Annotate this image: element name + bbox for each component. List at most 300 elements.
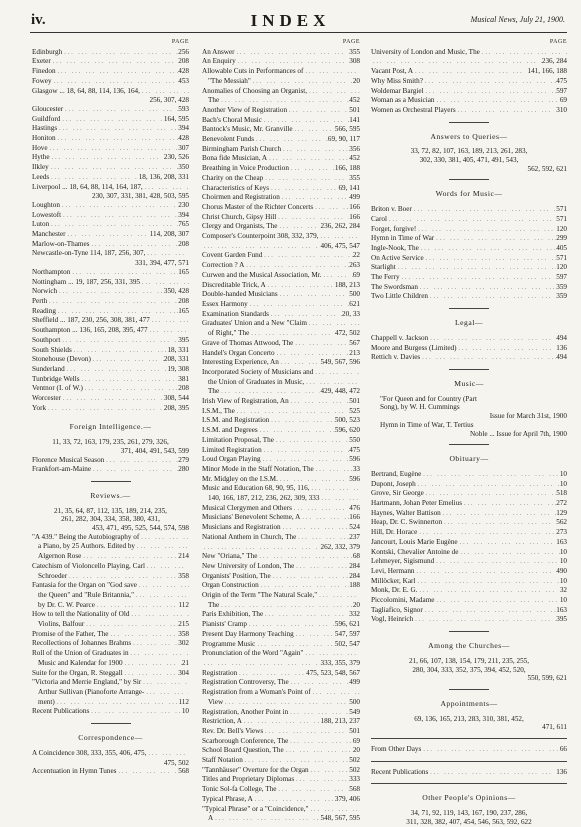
leader-dots <box>262 252 353 261</box>
index-entry <box>202 164 360 174</box>
index-entry <box>32 552 189 562</box>
index-entry <box>32 115 189 125</box>
entry-title: Registration Controversy, The <box>202 678 289 687</box>
entry-title: Briton v. Boer <box>371 205 412 214</box>
leader-dots <box>219 602 353 611</box>
index-entry <box>202 67 360 77</box>
entry-title: Rettich v. Davies <box>371 353 421 362</box>
leader-dots <box>83 385 178 394</box>
entry-title: View <box>208 697 224 706</box>
entry-pages: 230, 526 <box>163 153 189 162</box>
index-entry <box>32 698 189 708</box>
index-entry <box>32 365 189 375</box>
leader-dots <box>84 621 178 630</box>
index-entry <box>202 523 360 533</box>
leader-dots <box>67 573 178 582</box>
entry-title: Women as Orchestral Players <box>371 105 456 114</box>
leader-dots <box>288 738 353 747</box>
entry-pages: 236, 262, 284 <box>320 222 360 231</box>
entry-title: Haynes, Walter Battison <box>371 508 441 517</box>
entry-pages: 596 <box>349 455 360 464</box>
leader-dots <box>62 49 178 58</box>
leader-dots <box>65 366 168 375</box>
leader-dots <box>413 68 527 77</box>
leader-dots <box>202 660 320 669</box>
entry-title: Paris Exhibition, The <box>202 610 264 619</box>
entry-title: Lowestoft <box>32 210 62 219</box>
entry-pages: 475 <box>556 76 567 85</box>
legal-heading: Legal— <box>455 318 483 328</box>
entry-pages: 136 <box>556 767 567 776</box>
entry-title: Breathing in Voice Production <box>202 164 289 173</box>
leader-dots <box>428 769 556 778</box>
entry-title: Sunderland <box>32 364 65 373</box>
entry-pages: 163 <box>556 605 567 614</box>
entry-title: ment) <box>38 697 55 706</box>
entry-title: Carol <box>371 214 387 223</box>
entry-pages: 21 <box>181 658 189 667</box>
index-entry <box>371 254 567 264</box>
page-title: INDEX <box>250 11 331 30</box>
leader-dots <box>81 553 178 562</box>
entry-pages: 475, 523, 548, 567 <box>306 668 360 677</box>
entry-title: Heap, Dr. C. Swinnerton <box>371 518 443 527</box>
entry-pages: 548, 567, 595 <box>320 814 360 823</box>
entry-pages: 256 <box>178 47 189 56</box>
index-entry <box>32 346 189 356</box>
leader-dots <box>418 284 556 293</box>
leader-dots <box>269 417 335 426</box>
entry-title: I.S.M., The <box>202 406 235 415</box>
entry-title: Sheffield ... 187, 230, 256, 308, 381, 477 <box>32 316 150 325</box>
entry-title: Tunbridge Wells <box>32 374 80 383</box>
index-entry <box>32 87 189 97</box>
leader-dots <box>66 231 150 240</box>
entry-pages: 355 <box>349 47 360 56</box>
leader-dots <box>70 269 178 278</box>
entry-title: Characteristics of Keys <box>202 183 270 192</box>
index-entry <box>202 368 360 378</box>
index-entry <box>202 601 360 611</box>
entry-title: Rev. Dr. Bell's Views <box>202 726 264 735</box>
leader-dots <box>254 136 328 145</box>
entry-title: Lehmeyer, Sigismund <box>371 557 435 566</box>
entry-title: Liverpool ... 18, 64, 88, 114, 164, 187, <box>32 182 143 191</box>
index-entry <box>32 268 189 278</box>
leader-dots <box>235 49 350 58</box>
index-entry <box>371 344 567 354</box>
entry-pages: 166 <box>349 212 360 221</box>
entry-title: The <box>208 96 220 105</box>
entry-pages: 214 <box>178 552 189 561</box>
music-line: Hymn in Time of War, T. Tertius <box>380 420 474 429</box>
leader-dots <box>72 347 168 356</box>
index-entry <box>371 499 567 509</box>
entry-pages: 310 <box>556 105 567 114</box>
index-entry <box>202 572 360 582</box>
index-entry <box>371 106 567 116</box>
entry-title: Clergy and Organists, The <box>202 222 278 231</box>
entry-title: Algernon Rose <box>38 552 82 561</box>
leader-dots <box>60 116 163 125</box>
entry-pages: 284 <box>349 571 360 580</box>
index-entry <box>32 124 189 134</box>
index-entry <box>32 316 189 326</box>
entry-title: Hill, Dr. Horace <box>371 528 418 537</box>
foreign-intelligence-heading: Foreign Intelligence.— <box>69 422 152 432</box>
leader-dots <box>296 534 349 543</box>
index-entry <box>371 489 567 499</box>
index-column-1 <box>32 38 189 777</box>
entry-title: Examination Standards <box>202 309 269 318</box>
entry-title: Another View of Registration <box>202 105 288 114</box>
entry-pages: 596, 620 <box>334 426 360 435</box>
answers-to-queries-heading: Answers to Queries— <box>430 131 508 141</box>
index-entry <box>32 48 189 58</box>
entry-pages: 69, 141 <box>338 183 360 192</box>
entry-pages: 571 <box>556 205 567 214</box>
entry-pages: 359 <box>556 282 567 291</box>
leader-dots <box>144 689 189 698</box>
index-entry <box>202 727 360 737</box>
music-line: "For Queen and for Country (Part <box>380 394 477 403</box>
index-entry <box>371 480 567 490</box>
entry-pages: 66 <box>559 745 567 754</box>
leader-dots <box>55 699 179 708</box>
entry-pages: 166 <box>349 202 360 211</box>
entry-title: Musicians and Registration <box>202 523 281 532</box>
correspondence-heading: Correspondence— <box>78 733 143 743</box>
leader-dots <box>480 49 567 58</box>
leader-dots <box>269 185 338 194</box>
leader-dots <box>129 650 189 659</box>
leader-dots <box>424 88 557 97</box>
entry-pages: 280 <box>178 465 189 474</box>
entry-title: Hastings <box>32 124 58 133</box>
index-entry <box>371 67 567 77</box>
leader-dots <box>281 524 350 533</box>
entry-title: Recent Publications <box>371 767 429 776</box>
index-entry <box>32 572 189 582</box>
index-entry <box>371 48 567 58</box>
index-entry <box>371 205 567 215</box>
entry-pages: 597 <box>556 273 567 282</box>
entry-title: Finedon <box>32 67 56 76</box>
entry-pages: 499 <box>349 678 360 687</box>
index-entry <box>371 596 567 606</box>
entry-pages: 358 <box>178 571 189 580</box>
leader-dots <box>213 815 320 824</box>
index-entry <box>202 87 360 97</box>
entry-pages: 333, 355, 379 <box>320 659 360 667</box>
page-label: PAGE <box>171 39 189 45</box>
entry-title: by Dr. C. W. Pearce <box>38 600 95 609</box>
leader-dots <box>424 255 557 264</box>
legal-list <box>371 334 567 363</box>
entry-title: Incorporated Society of Musicians and <box>202 367 314 376</box>
entry-title: Florence Musical Season <box>32 455 105 464</box>
leader-dots <box>52 78 179 87</box>
entry-title: Grave of Thomas Attwood, The <box>202 338 294 347</box>
index-entry <box>32 465 189 475</box>
entry-title: Curwen and the Musical Association, Mr. <box>202 270 322 279</box>
leader-dots <box>89 708 182 717</box>
leader-dots <box>400 274 557 283</box>
entry-pages: 428 <box>178 134 189 143</box>
index-entry <box>202 436 360 446</box>
leader-dots <box>235 408 349 417</box>
entry-pages: 279 <box>178 455 189 464</box>
entry-title: National Anthem in Church, The <box>202 532 297 541</box>
entry-pages: 112 <box>178 697 189 706</box>
index-entry <box>202 465 360 475</box>
entry-title: University of London and Music, The <box>371 47 480 56</box>
index-entry <box>371 234 567 244</box>
index-entry <box>202 426 360 436</box>
index-entry <box>202 135 360 145</box>
entry-title: Ilkley <box>32 163 49 172</box>
leader-dots <box>60 337 178 346</box>
entry-pages: 18, 136, 208, 331 <box>138 172 189 181</box>
entry-pages: 112 <box>178 600 189 609</box>
leader-dots <box>441 510 556 519</box>
entry-title: Glasgow ... 18, 64, 88, 114, 136, 164, <box>32 86 140 95</box>
section-divider <box>91 481 131 482</box>
index-entry <box>202 446 360 456</box>
entry-pages: 213 <box>349 348 360 357</box>
index-entry <box>202 57 360 67</box>
entry-pages: 571 <box>556 253 567 262</box>
churches-pages-line: 550, 599, 621 <box>527 674 567 683</box>
leader-dots <box>442 519 556 528</box>
entry-title: The Ferry <box>371 273 400 282</box>
leader-dots <box>49 221 178 230</box>
entry-title: Arthur Sullivan (Pianoforte Arrange- <box>38 688 145 696</box>
index-entry <box>32 384 189 394</box>
entry-title: Southport <box>32 335 61 344</box>
entry-title: Millöcker, Karl <box>371 576 416 585</box>
index-entry <box>202 649 360 659</box>
entry-pages: 395 <box>178 335 189 344</box>
entry-pages: 208, 395 <box>163 403 189 412</box>
section-divider <box>449 369 489 370</box>
index-entry <box>202 106 360 116</box>
leader-dots <box>60 202 178 211</box>
entry-title: Staff Notation <box>202 756 243 765</box>
leader-dots <box>294 563 349 572</box>
from-other-days-entry <box>371 745 567 755</box>
leader-dots <box>415 568 557 577</box>
entry-title: a Piano, by 25 Authors. Edited by <box>38 542 136 551</box>
top-rule <box>30 32 567 33</box>
entry-title: Registration from a Woman's Point of <box>202 688 311 697</box>
index-entry <box>202 737 360 747</box>
leader-dots <box>140 279 189 288</box>
index-entry <box>202 174 360 184</box>
entry-title: How to tell the Nationality of Old <box>32 610 130 619</box>
index-entry <box>32 183 189 193</box>
entry-pages: 406, 475, 547 <box>320 241 360 250</box>
entry-title: Ingle-Nook, The <box>371 243 419 252</box>
correspondence-end-list <box>371 48 567 116</box>
entry-pages: 68 <box>352 552 360 561</box>
index-entry <box>202 193 360 203</box>
leader-dots <box>258 427 335 436</box>
index-entry <box>202 290 360 300</box>
entry-title: Nottingham ... 19, 187, 256, 331, 395 <box>32 277 141 286</box>
index-entry <box>202 232 360 242</box>
leader-dots <box>288 709 349 718</box>
leader-dots <box>289 165 335 174</box>
entry-pages: 501 <box>349 397 360 406</box>
leader-dots <box>255 641 335 650</box>
entry-pages: 550 <box>349 435 360 444</box>
entry-title: the Queen" and "Rule Britannia," <box>38 590 135 599</box>
index-entry <box>202 533 360 543</box>
section-divider <box>449 308 489 309</box>
index-entry <box>202 96 360 106</box>
entry-title: Charity on the Cheap <box>202 173 264 182</box>
leader-dots <box>423 607 556 616</box>
index-entry <box>202 416 360 426</box>
index-entry <box>371 567 567 577</box>
index-entry <box>202 669 360 679</box>
entry-pages: 208 <box>178 296 189 305</box>
entry-title: Programme Music <box>202 639 256 648</box>
entry-pages: 566, 595 <box>334 125 360 134</box>
entry-pages: 502 <box>349 756 360 765</box>
entry-title: Graduates' Union and a New "Claim <box>202 319 308 328</box>
among-the-churches-heading: Among the Churches— <box>428 641 510 651</box>
entry-title: I.S.M. and Degrees <box>202 426 258 435</box>
entry-title: Handel's Organ Concerto <box>202 348 275 357</box>
page-label: PAGE <box>342 39 360 45</box>
entry-pages: 596, 621 <box>334 620 360 629</box>
index-entry <box>202 610 360 620</box>
reviews-pages-line: 21, 35, 64, 87, 112, 135, 189, 214, 235, <box>54 506 167 515</box>
index-entry <box>202 271 360 281</box>
leader-dots <box>51 58 178 67</box>
entry-title: Minor Mode in the Staff Notation, The <box>202 464 314 473</box>
entry-pages: 765 <box>178 220 189 229</box>
entry-title: Mr. Midgley on the I.S.M. <box>202 474 278 483</box>
leader-dots <box>261 456 350 465</box>
entry-pages: 350 <box>178 163 189 172</box>
entry-title: Choirmen and Registration <box>202 193 280 202</box>
leader-dots <box>145 563 189 572</box>
leader-dots <box>57 288 164 297</box>
entry-title: York <box>32 403 47 412</box>
entry-title: Organists' Position, The <box>202 571 271 580</box>
leader-dots <box>108 631 178 640</box>
entry-title: Anomalies of Choosing an Organist, <box>202 86 308 95</box>
entry-title: Birmingham Parish Church <box>202 144 282 153</box>
leader-dots <box>57 125 178 134</box>
entry-pages: 428 <box>178 67 189 76</box>
entry-pages: 499 <box>349 193 360 202</box>
index-entry <box>32 620 189 630</box>
index-entry <box>32 404 189 414</box>
entry-title: Suite for the Organ, R. Steggall <box>32 668 123 677</box>
leader-dots <box>416 226 556 235</box>
leader-dots <box>309 767 350 776</box>
index-entry <box>32 57 189 67</box>
entry-pages: 501 <box>349 105 360 114</box>
leader-dots <box>135 543 189 552</box>
entry-title: Pianists' Cramp <box>202 620 248 629</box>
index-entry <box>371 353 567 363</box>
entry-title: Woman as a Musician <box>371 96 435 105</box>
entry-title: the Union of Graduates in Music, <box>208 377 305 386</box>
entry-pages: 10 <box>559 547 567 556</box>
churches-pages-line: 280, 304, 333, 352, 375, 394, 452, 520, <box>412 665 526 674</box>
leader-dots <box>143 184 189 193</box>
leader-dots <box>308 806 360 815</box>
entry-title: "Victoria and Merrie England," by Sir <box>32 678 142 687</box>
entry-title: Vacant Post, A <box>371 67 414 76</box>
leader-dots <box>91 466 178 475</box>
entry-title: Dupont, Joseph <box>371 479 416 488</box>
entry-pages: 405 <box>556 243 567 252</box>
leader-dots <box>307 320 360 329</box>
recent-publications-entry <box>371 768 567 778</box>
entry-pages: 356 <box>349 144 360 153</box>
entry-pages: 547, 597 <box>334 629 360 638</box>
entry-title: "A 439." Being the Autobiography of <box>32 532 140 541</box>
entry-pages: 299 <box>556 234 567 243</box>
index-entry <box>202 484 360 494</box>
entry-title: Chappell v. Jackson <box>371 333 429 342</box>
opinions-pages-line: 34, 71, 92, 119, 143, 167, 190, 237, 286, <box>410 809 528 818</box>
index-entry <box>202 242 360 252</box>
entry-title: Composer's Counterpoint 308, 332, 379, <box>202 232 319 241</box>
index-entry <box>202 455 360 465</box>
leader-dots <box>243 757 349 766</box>
leader-dots <box>49 164 178 173</box>
entry-pages: 621 <box>349 299 360 308</box>
index-entry <box>32 562 189 572</box>
entry-title: Irish View of Registration, An <box>202 397 289 406</box>
leader-dots <box>80 376 179 385</box>
section-divider <box>371 761 567 762</box>
leader-dots <box>371 58 542 67</box>
entry-pages: 18, 331 <box>167 345 189 354</box>
issue-line: Musical News, July 21, 1900. <box>470 15 565 24</box>
obituary-list <box>371 470 567 625</box>
leader-dots <box>289 398 350 407</box>
entry-title: Recent Publications <box>32 707 90 716</box>
entry-pages: 381 <box>178 374 189 383</box>
index-entry <box>202 591 360 601</box>
entry-title: Correction ? A <box>202 261 245 270</box>
index-entry <box>371 586 567 596</box>
entry-title: A <box>208 814 214 823</box>
leader-dots <box>458 549 559 558</box>
entry-pages: 164, 595 <box>163 114 189 123</box>
entry-title: Newcastle-on-Tyne 114, 187, 256, 307, <box>32 249 146 258</box>
index-column-2 <box>202 38 360 824</box>
index-entry <box>32 601 189 611</box>
leader-dots <box>304 379 360 388</box>
entry-title: Bertrand, Eugène <box>371 469 422 478</box>
index-entry <box>32 375 189 385</box>
leader-dots <box>137 582 189 591</box>
entry-title: Origin of the Term "The Natural Scale," <box>202 591 318 600</box>
index-entry <box>202 203 360 213</box>
entry-pages: 284 <box>349 561 360 570</box>
entry-pages: 596 <box>349 474 360 483</box>
entry-title: An Answer <box>202 47 235 56</box>
